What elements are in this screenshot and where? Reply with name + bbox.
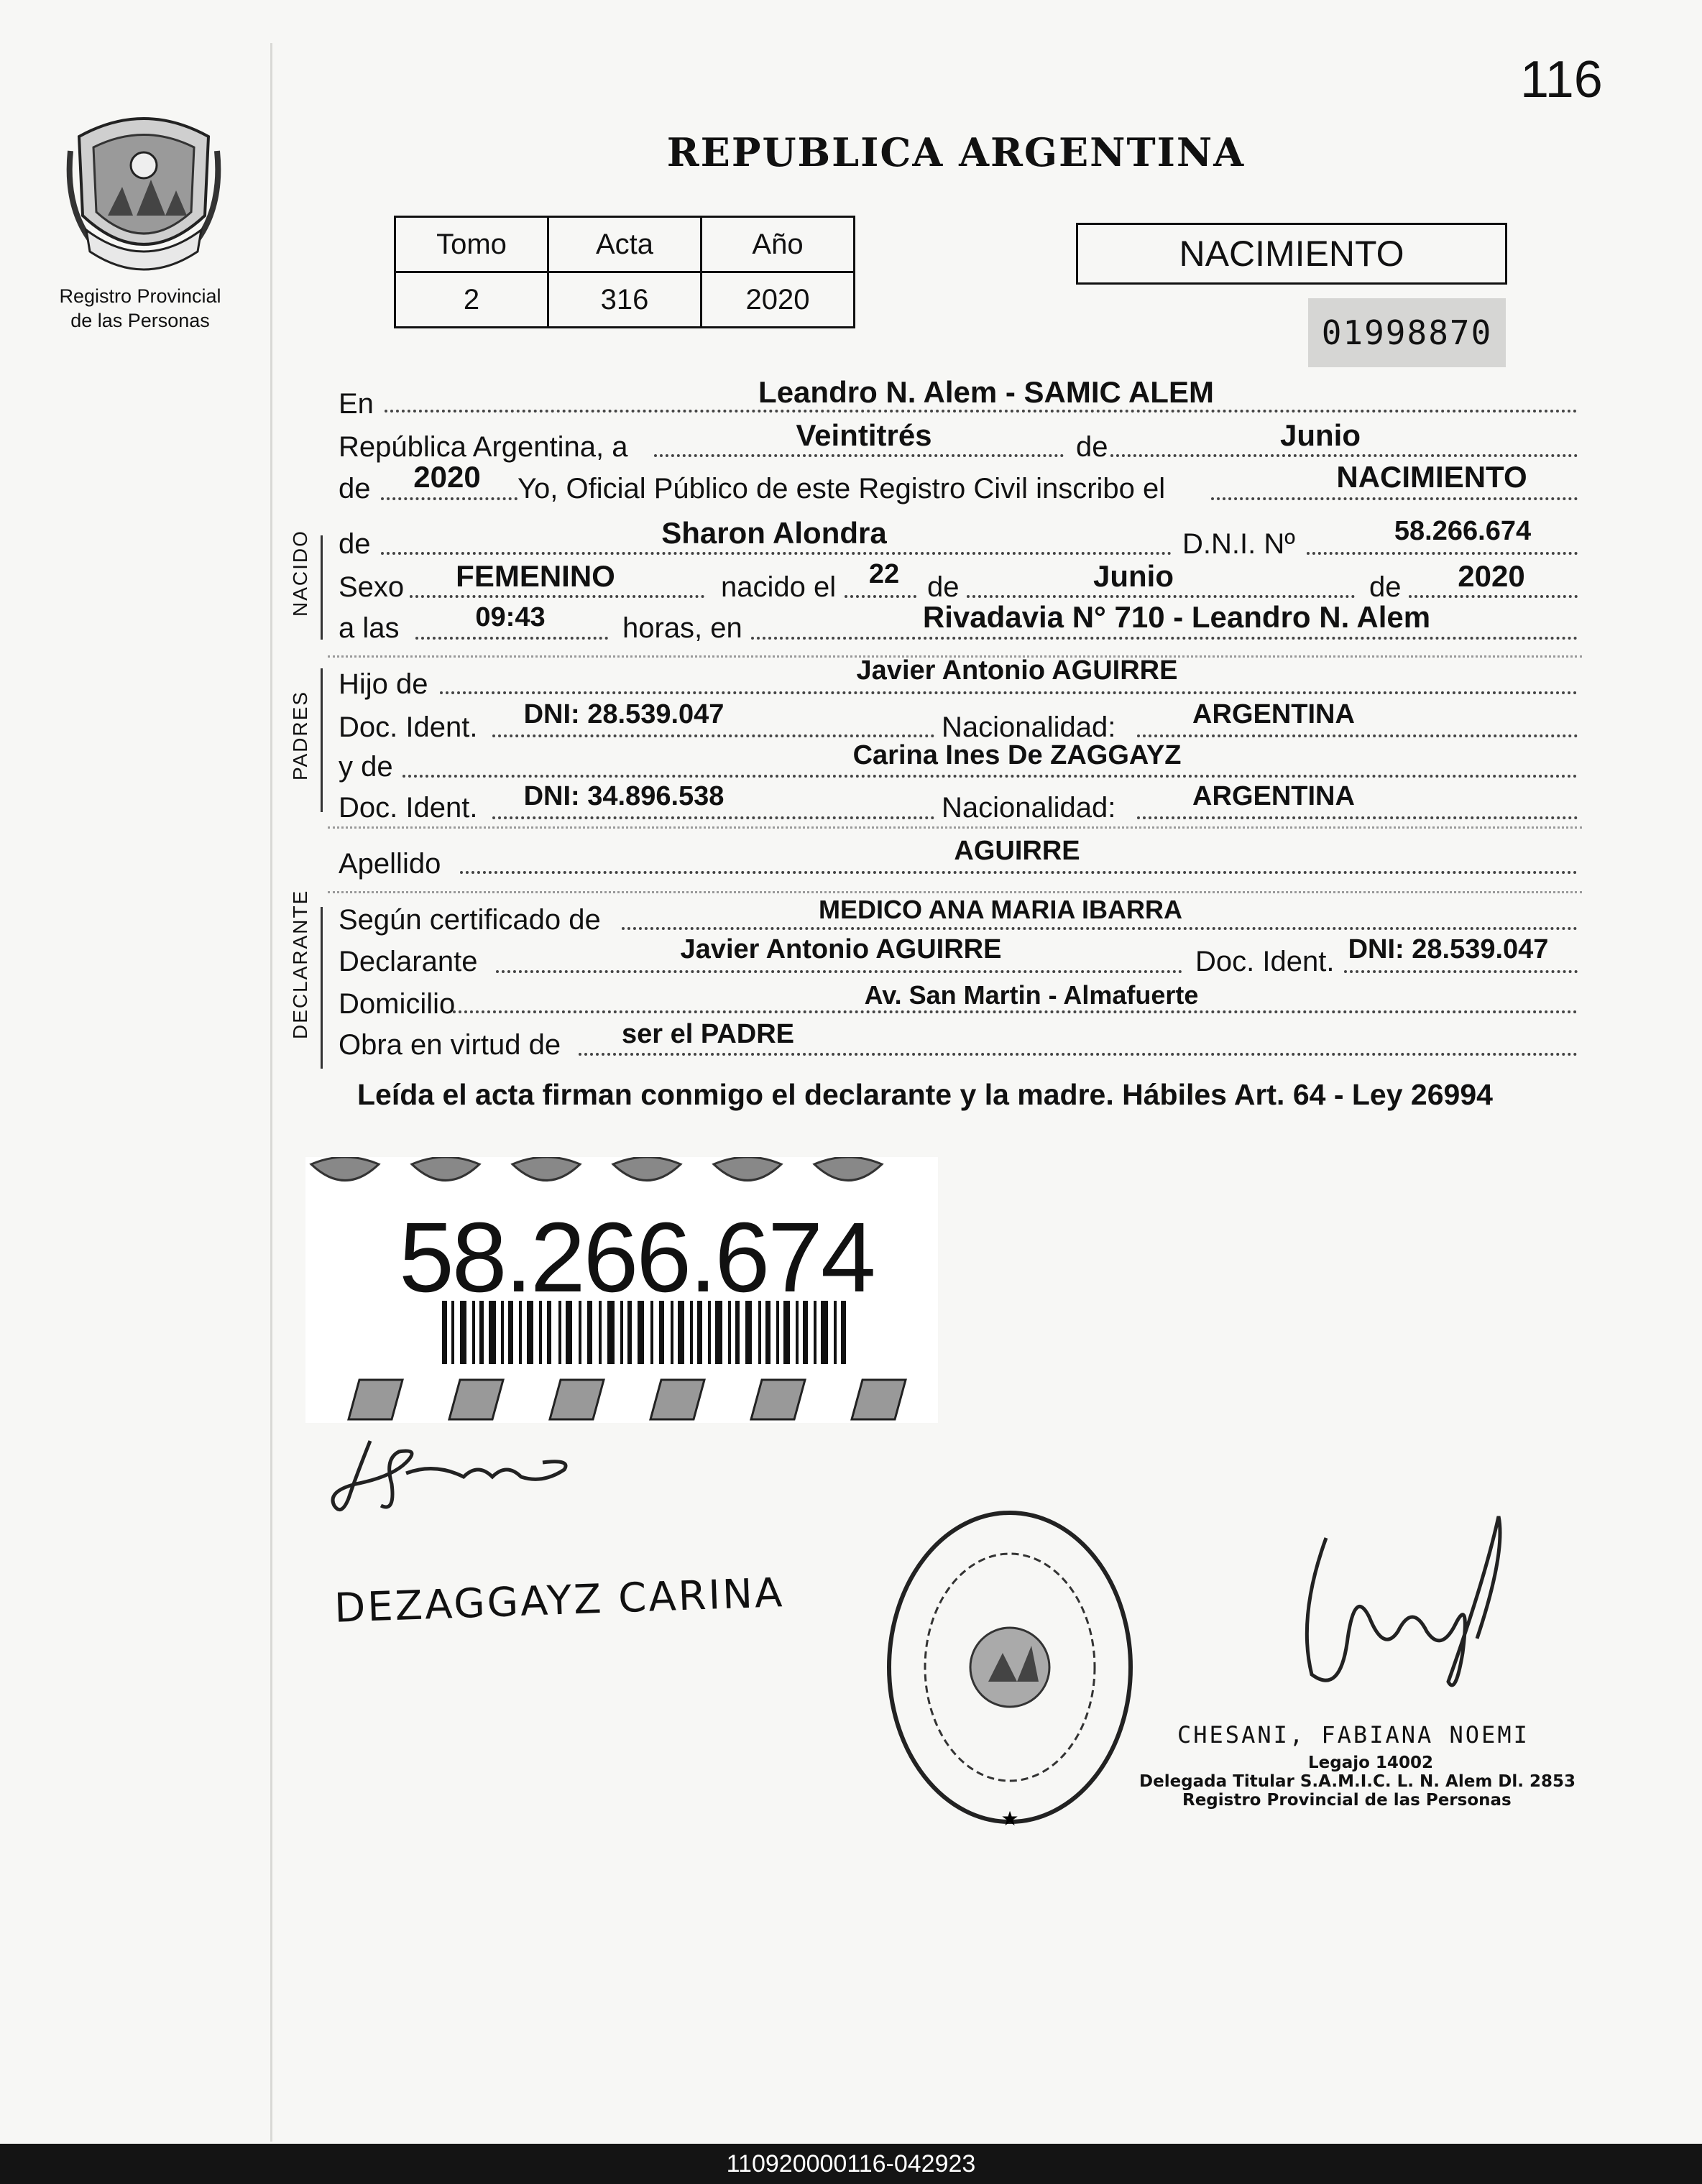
- label-declarante: Declarante: [339, 946, 478, 977]
- record-table-value-acta: 316: [548, 272, 702, 328]
- dots-declarante: [496, 970, 1182, 973]
- label-hijo-de: Hijo de: [339, 668, 428, 700]
- label-dni: D.N.I. Nº: [1182, 528, 1295, 560]
- dots-madre-doc: [492, 816, 934, 819]
- value-anio: 2020: [413, 460, 481, 494]
- label-en: En: [339, 388, 374, 420]
- dots-dni: [1307, 552, 1578, 555]
- label-de-mes-nac: de: [927, 571, 960, 603]
- value-hora: 09:43: [475, 602, 546, 632]
- dots-padre-nac: [1137, 734, 1578, 737]
- dots-hora: [415, 637, 608, 640]
- dots-lugar: [385, 410, 1578, 413]
- dots-dia-nac: [845, 595, 916, 598]
- nacido-bracket: [321, 535, 323, 640]
- label-de-anio: de: [339, 473, 371, 504]
- dots-mes-nac: [967, 595, 1355, 598]
- dots-nombre: [381, 552, 1172, 555]
- dots-declarante-doc: [1344, 970, 1578, 973]
- label-y-de: y de: [339, 751, 393, 783]
- registrar-signature: [1283, 1509, 1520, 1728]
- label-doc-ident-declarante: Doc. Ident.: [1195, 946, 1335, 977]
- dots-certificado: [622, 927, 1578, 930]
- label-a-las: a las: [339, 612, 400, 644]
- record-table-header-acta: Acta: [548, 217, 702, 272]
- value-certificado: MEDICO ANA MARIA IBARRA: [819, 895, 1182, 924]
- dots-padre-doc: [492, 734, 934, 737]
- document-title: REPUBLICA ARGENTINA: [666, 129, 1246, 175]
- svg-text:★: ★: [1000, 1807, 1019, 1830]
- value-apellido: AGUIRRE: [954, 836, 1080, 866]
- logo-caption: [29, 284, 252, 333]
- dots-sexo: [410, 595, 704, 598]
- dots-madre: [402, 775, 1578, 778]
- label-republica: República Argentina, a: [339, 431, 628, 463]
- declarante-bracket: [321, 907, 323, 1069]
- value-madre-nac: ARGENTINA: [1192, 781, 1355, 811]
- label-nacionalidad-madre: Nacionalidad:: [942, 792, 1116, 824]
- record-table-value-tomo: 2: [395, 272, 548, 328]
- declarante-signature: [327, 1419, 579, 1524]
- footer-code: 110920000116-042923: [0, 2144, 1702, 2184]
- logo-caption-line1: Registro Provincial: [59, 285, 221, 307]
- record-table-header-anio: Año: [702, 217, 855, 272]
- value-declarante: Javier Antonio AGUIRRE: [680, 934, 1002, 964]
- separator-padres: [328, 826, 1582, 829]
- label-de-nombre: de: [339, 528, 371, 560]
- dots-domicilio: [453, 1010, 1578, 1013]
- label-horas-en: horas, en: [622, 612, 742, 644]
- dots-anio: [381, 497, 518, 500]
- value-madre: Carina Ines De ZAGGAYZ: [852, 740, 1182, 770]
- mother-handwritten-name: DEZAGGAYZ CARINA: [334, 1570, 786, 1632]
- dots-dia: [654, 454, 1064, 457]
- value-padre-nac: ARGENTINA: [1192, 699, 1355, 729]
- signatory-org: Registro Provincial de las Personas: [1182, 1791, 1512, 1810]
- label-segun-certificado: Según certificado de: [339, 904, 601, 936]
- signatory-name: CHESANI, FABIANA NOEMI: [1177, 1721, 1530, 1748]
- section-label-nacido: NACIDO: [289, 530, 311, 617]
- label-domicilio: Domicilio: [339, 988, 456, 1020]
- label-doc-ident-madre: Doc. Ident.: [339, 792, 478, 824]
- dots-obra: [579, 1053, 1578, 1056]
- value-dni: 58.266.674: [1394, 516, 1532, 546]
- record-type-box: NACIMIENTO: [1076, 223, 1507, 285]
- value-dia-letras: Veintitrés: [796, 418, 932, 452]
- value-domicilio: Av. San Martin - Almafuerte: [864, 980, 1199, 1010]
- value-dia-nac: 22: [868, 559, 900, 589]
- value-madre-doc: DNI: 34.896.538: [523, 781, 724, 811]
- label-de-mes: de: [1076, 431, 1108, 463]
- value-padre-doc: DNI: 28.539.047: [523, 699, 724, 729]
- legal-note: Leída el acta firman conmigo el declarante y la madre. Hábiles Art. 64 - Ley 26994: [357, 1078, 1493, 1111]
- label-doc-ident-padre: Doc. Ident.: [339, 711, 478, 743]
- label-apellido: Apellido: [339, 848, 441, 880]
- label-obra: Obra en virtud de: [339, 1029, 561, 1061]
- label-nacido-el: nacido el: [721, 571, 837, 603]
- dots-anio-nac: [1409, 595, 1578, 598]
- record-table-value-anio: 2020: [702, 272, 855, 328]
- dots-apellido: [460, 871, 1578, 874]
- dots-madre-nac: [1137, 816, 1578, 819]
- dots-tipo: [1211, 497, 1578, 500]
- logo-caption-line2: de las Personas: [70, 310, 210, 331]
- section-label-padres: PADRES: [289, 690, 311, 780]
- value-lugar-nac: Rivadavia N° 710 - Leandro N. Alem: [922, 600, 1431, 634]
- dots-mes: [1110, 454, 1578, 457]
- value-obra: ser el PADRE: [621, 1019, 795, 1049]
- value-anio-nac: 2020: [1458, 559, 1525, 593]
- signatory-stamp: [1139, 1754, 1585, 1810]
- value-mes: Junio: [1280, 418, 1361, 452]
- signatory-role: Delegada Titular S.A.M.I.C. L. N. Alem Dl. 2853: [1139, 1772, 1576, 1791]
- section-label-declarante: DECLARANTE: [289, 889, 311, 1039]
- record-table: [394, 216, 855, 328]
- page-number: 116: [1520, 51, 1603, 109]
- value-lugar: Leandro N. Alem - SAMIC ALEM: [758, 375, 1214, 409]
- serial-stamp: 01998870: [1308, 298, 1506, 367]
- separator-apellido: [328, 891, 1582, 893]
- value-tipo-inscripcion: NACIMIENTO: [1336, 460, 1527, 494]
- signatory-legajo: Legajo 14002: [1308, 1754, 1433, 1772]
- official-seal: [880, 1502, 1139, 1836]
- value-sexo: FEMENINO: [456, 559, 615, 593]
- dots-padre: [440, 691, 1578, 694]
- label-de-anio-nac: de: [1369, 571, 1402, 603]
- value-declarante-doc: DNI: 28.539.047: [1348, 934, 1549, 964]
- record-table-header-tomo: Tomo: [395, 217, 548, 272]
- value-padre: Javier Antonio AGUIRRE: [856, 655, 1178, 686]
- label-yo: Yo, Oficial Público de este Registro Civil inscribo el: [518, 473, 1166, 504]
- label-sexo: Sexo: [339, 571, 405, 603]
- label-nacionalidad-padre: Nacionalidad:: [942, 711, 1116, 743]
- province-crest-logo: [65, 108, 223, 280]
- value-mes-nac: Junio: [1093, 559, 1174, 593]
- padres-bracket: [321, 668, 323, 812]
- sticker-dni-number: 58.266.674: [399, 1202, 874, 1313]
- dots-lugar-nac: [751, 637, 1578, 640]
- value-nombre: Sharon Alondra: [661, 516, 887, 550]
- margin-line: [270, 43, 272, 2142]
